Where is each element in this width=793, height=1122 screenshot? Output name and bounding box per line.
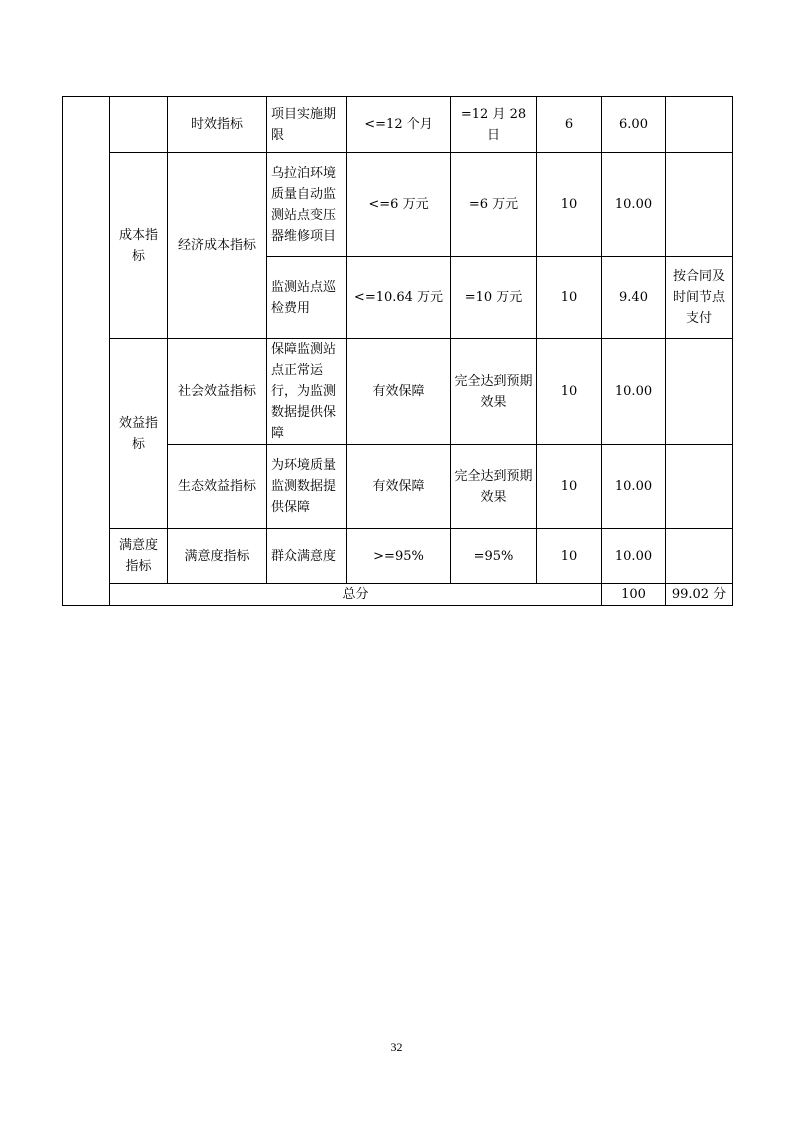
weight-cell: 10	[537, 153, 602, 257]
indicator-content-cell: 为环境质量监测数据提供保障	[267, 445, 347, 529]
performance-indicator-table	[62, 96, 733, 606]
actual-value-cell: 完全达到预期效果	[451, 339, 537, 445]
weight-cell: 10	[537, 529, 602, 584]
score-cell: 10.00	[602, 445, 666, 529]
note-cell	[666, 445, 733, 529]
total-row	[63, 584, 733, 606]
table-row	[63, 339, 733, 445]
note-cell	[666, 529, 733, 584]
level3-indicator-cell: 满意度指标	[168, 529, 267, 584]
total-label-cell: 总分	[110, 584, 602, 606]
score-cell: 10.00	[602, 339, 666, 445]
page-number: 32	[390, 1040, 403, 1054]
level3-indicator-cell: 生态效益指标	[168, 445, 267, 529]
weight-cell: 6	[537, 97, 602, 153]
level2-indicator-cell: 效益指标	[110, 339, 168, 529]
actual-value-cell: =95%	[451, 529, 537, 584]
indicator-content-cell: 监测站点巡检费用	[267, 257, 347, 339]
weight-cell: 10	[537, 445, 602, 529]
indicator-content-cell: 群众满意度	[267, 529, 347, 584]
target-value-cell: <=12 个月	[347, 97, 451, 153]
table-row	[63, 153, 733, 257]
total-score-cell: 99.02 分	[666, 584, 733, 606]
indicator-content-cell: 乌拉泊环境质量自动监测站点变压器维修项目	[267, 153, 347, 257]
level1-indicator-cell	[63, 97, 110, 606]
target-value-cell: 有效保障	[347, 445, 451, 529]
note-cell: 按合同及时间节点支付	[666, 257, 733, 339]
actual-value-cell: =6 万元	[451, 153, 537, 257]
indicator-content-cell: 保障监测站点正常运行，为监测数据提供保障	[267, 339, 347, 445]
level2-indicator-cell	[110, 97, 168, 153]
actual-value-cell: =10 万元	[451, 257, 537, 339]
level2-indicator-cell: 满意度指标	[110, 529, 168, 584]
level3-indicator-cell: 时效指标	[168, 97, 267, 153]
note-cell	[666, 97, 733, 153]
table-row	[63, 529, 733, 584]
score-cell: 10.00	[602, 529, 666, 584]
actual-value-cell: =12 月 28 日	[451, 97, 537, 153]
level3-indicator-cell: 经济成本指标	[168, 153, 267, 339]
weight-cell: 10	[537, 257, 602, 339]
total-weight-cell: 100	[602, 584, 666, 606]
target-value-cell: <=6 万元	[347, 153, 451, 257]
level3-indicator-cell: 社会效益指标	[168, 339, 267, 445]
table-row	[63, 97, 733, 153]
actual-value-cell: 完全达到预期效果	[451, 445, 537, 529]
note-cell	[666, 339, 733, 445]
weight-cell: 10	[537, 339, 602, 445]
indicator-content-cell: 项目实施期限	[267, 97, 347, 153]
score-cell: 10.00	[602, 153, 666, 257]
target-value-cell: 有效保障	[347, 339, 451, 445]
note-cell	[666, 153, 733, 257]
score-cell: 6.00	[602, 97, 666, 153]
target-value-cell: <=10.64 万元	[347, 257, 451, 339]
level2-indicator-cell: 成本指标	[110, 153, 168, 339]
score-cell: 9.40	[602, 257, 666, 339]
target-value-cell: >=95%	[347, 529, 451, 584]
